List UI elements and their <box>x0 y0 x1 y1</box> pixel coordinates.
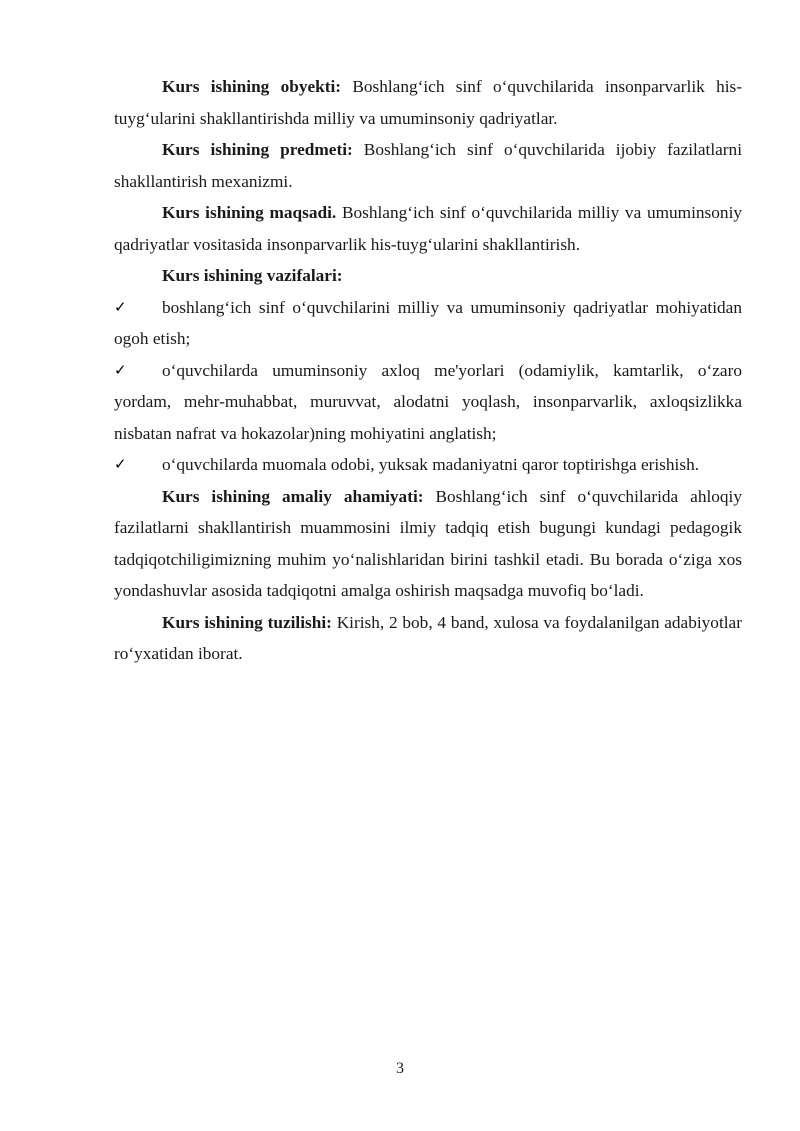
heading-tasks: Kurs ishining vazifalari: <box>162 266 343 285</box>
paragraph-object <box>114 71 742 134</box>
paragraph-subject <box>114 134 742 197</box>
task-text: boshlang‘ich sinf o‘quvchilarini milliy va umuminsoniy qadriyatlar mohiyatidan ogoh etish; <box>114 297 742 348</box>
heading-goal: Kurs ishining maqsadi. <box>162 203 337 222</box>
text-subject: Boshlang‘ich sinf o‘quvchilarida ijobiy fazilatlarni shakllantirish mexanizmi. <box>114 140 742 191</box>
paragraph-significance <box>114 481 742 607</box>
page-content <box>114 71 742 670</box>
paragraph-goal <box>114 197 742 260</box>
text-structure: Kirish, 2 bob, 4 band, xulosa va foydalanilgan adabiyotlar ro‘yxatidan iborat. <box>114 612 742 663</box>
task-text: o‘quvchilarda umuminsoniy axloq me'yorlari (odamiylik, kamtarlik, o‘zaro yordam, mehr-muhabbat, muruvvat, alodatni yoqlash, insonparvarlik, axloqsizlikka nisbatan nafrat va hokazolar)ning mohiyatini anglatish; <box>114 360 742 443</box>
page-number: 3 <box>396 1060 404 1077</box>
heading-object: Kurs ishining obyekti: <box>162 77 342 96</box>
task-item-3 <box>114 449 742 481</box>
paragraph-structure <box>114 607 742 670</box>
text-significance: Boshlang‘ich sinf o‘quvchilarida ahloqiy fazilatlarni shakllantirish muammosini ilmiy tadqiq etish bugungi kundagi pedagogik tadqiqotchiligimizning muhim yo‘nalishlaridan birini tashkil etadi. Bu borada o‘ziga xos yondashuvlar asosida tadqiqotni amalga oshirish maqsadga muvofiq bo‘ladi. <box>114 486 742 600</box>
task-item-2 <box>114 355 742 450</box>
heading-subject: Kurs ishining predmeti: <box>162 140 353 159</box>
checkmark-icon: ✓ <box>114 360 127 379</box>
paragraph-tasks-heading <box>114 260 742 292</box>
checkmark-icon: ✓ <box>114 297 127 316</box>
text-object: Boshlang‘ich sinf o‘quvchilarida insonparvarlik his-tuyg‘ularini shakllantirishda milliy va umuminsoniy qadriyatlar. <box>114 77 742 128</box>
heading-structure: Kurs ishining tuzilishi: <box>162 612 332 632</box>
text-goal: Boshlang‘ich sinf o‘quvchilarida milliy va umuminsoniy qadriyatlar vositasida insonparvarlik his-tuyg‘ularini shakllantirish. <box>114 203 743 254</box>
checkmark-icon: ✓ <box>114 455 127 473</box>
heading-significance: Kurs ishining amaliy ahamiyati: <box>162 486 424 506</box>
task-text: o‘quvchilarda muomala odobi, yuksak madaniyatni qaror toptirishga erishish. <box>162 455 700 474</box>
task-item-1 <box>114 292 742 355</box>
